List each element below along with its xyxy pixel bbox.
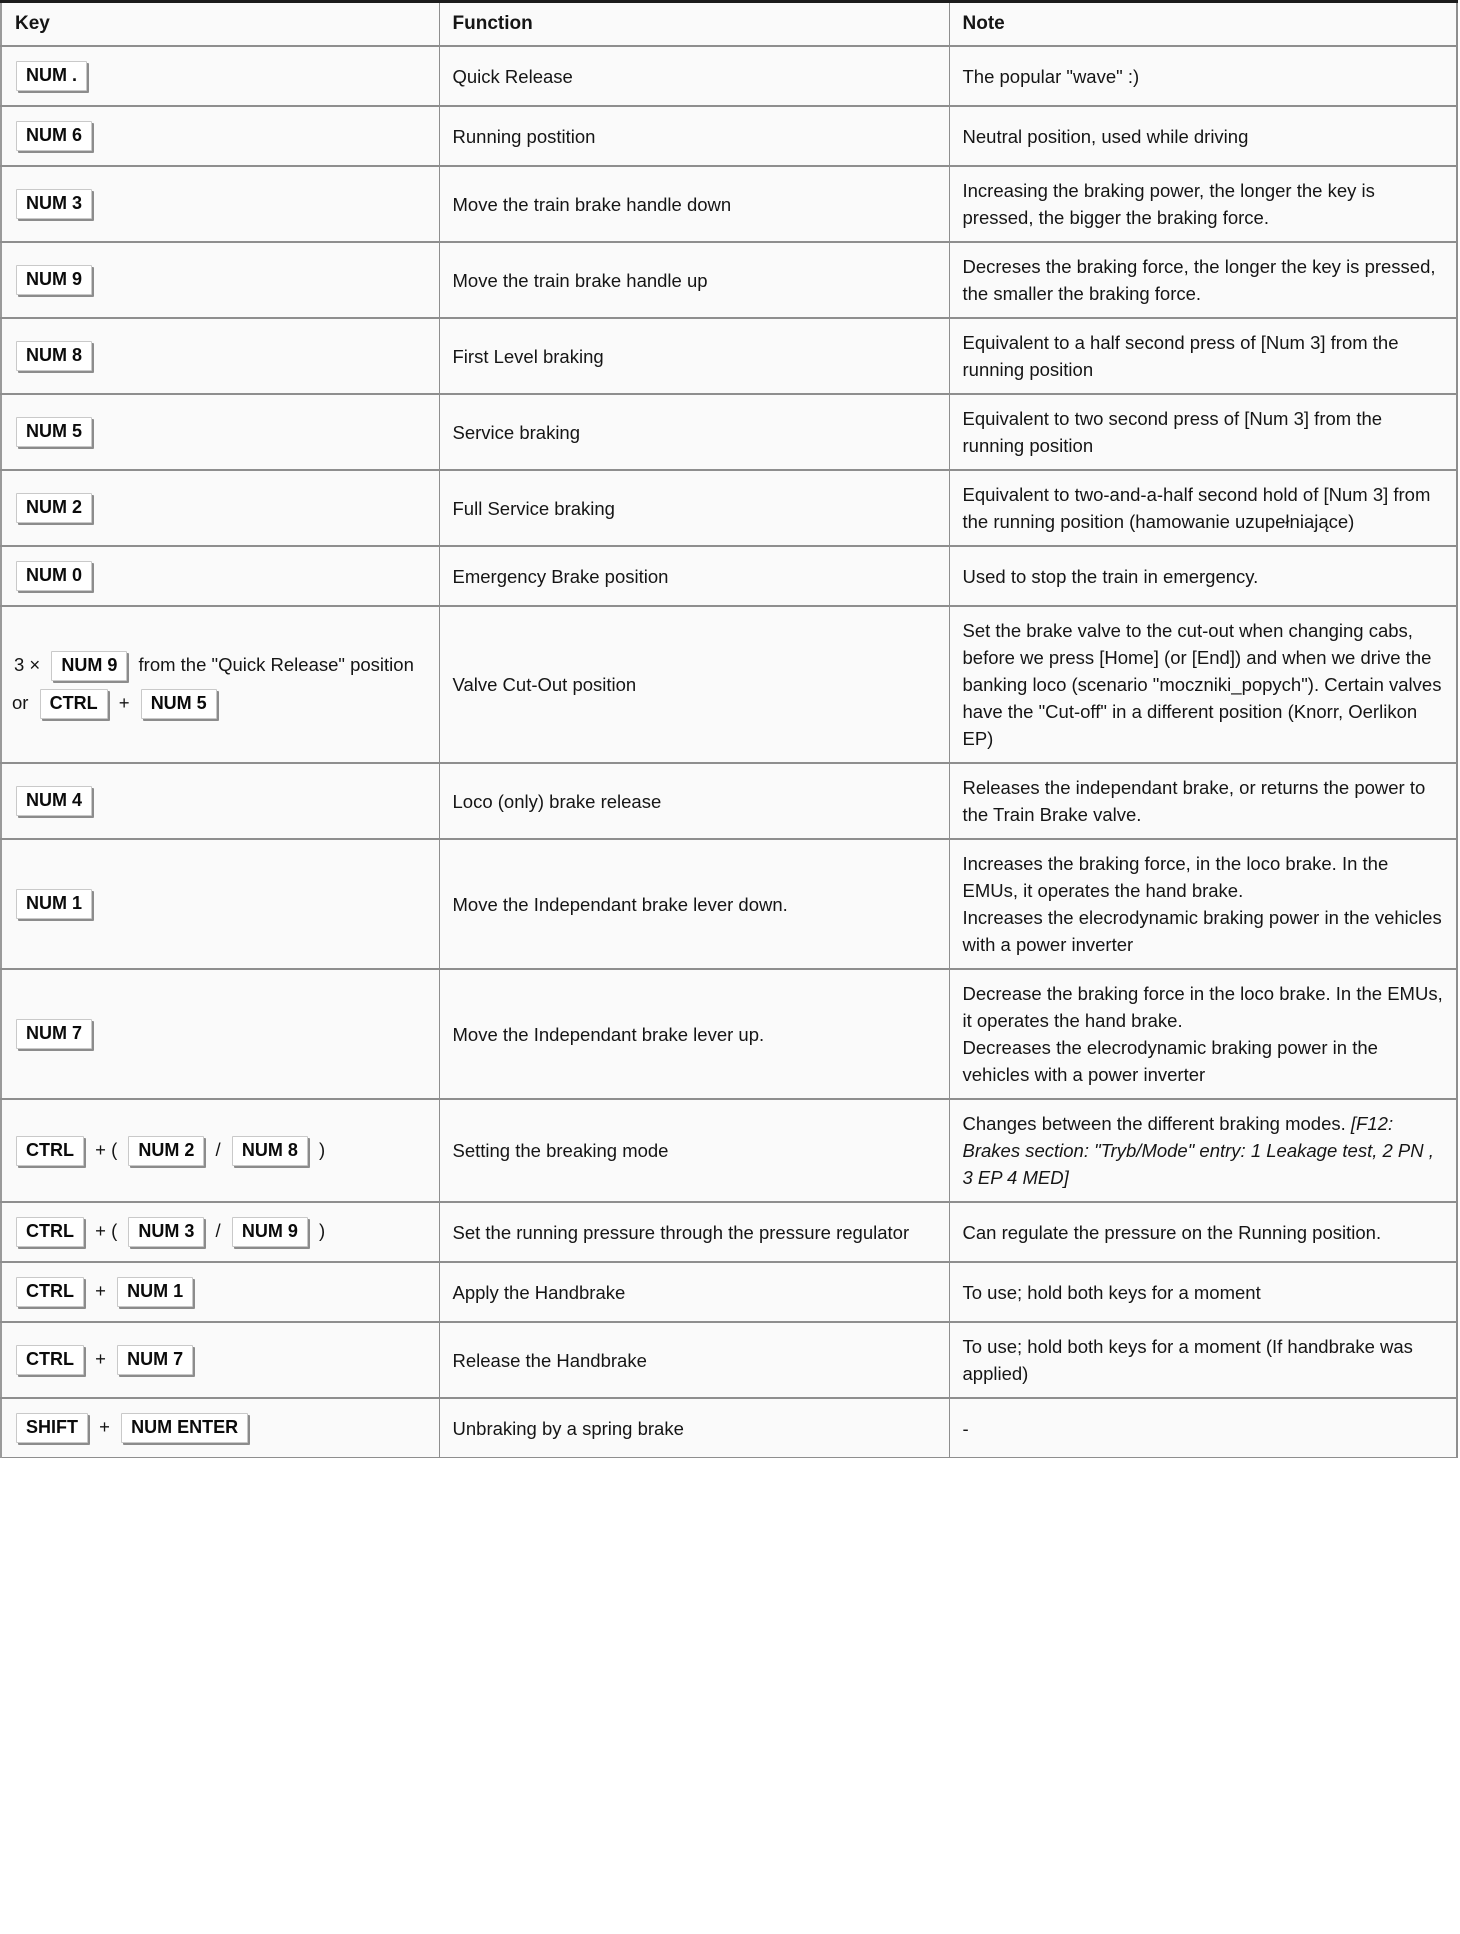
key-badge-num-9: NUM 9 — [16, 265, 92, 295]
key-text: ) — [318, 1220, 326, 1241]
key-badge-num-2: NUM 2 — [128, 1136, 204, 1166]
table-row — [1, 242, 1457, 318]
note-cell — [949, 470, 1457, 546]
note-text: To use; hold both keys for a moment — [962, 1281, 1261, 1303]
key-badge-num-4: NUM 4 — [16, 786, 92, 816]
note-text: Can regulate the pressure on the Running position. — [962, 1221, 1382, 1243]
key-badge-num-7: NUM 7 — [117, 1345, 193, 1375]
note-text: Decreases the elecrodynamic braking power in the vehicles with a power inverter — [962, 1037, 1378, 1085]
header-function: Function — [439, 2, 949, 47]
function-cell: Unbraking by a spring brake — [439, 1398, 949, 1458]
key-badge-num-2: NUM 2 — [16, 493, 92, 523]
note-cell — [949, 763, 1457, 839]
function-cell: Move the train brake handle up — [439, 242, 949, 318]
note-text: To use; hold both keys for a moment (If handbrake was applied) — [962, 1336, 1413, 1384]
key-badge-num-8: NUM 8 — [16, 341, 92, 371]
function-cell: Setting the breaking mode — [439, 1099, 949, 1202]
note-text: The popular "wave" :) — [962, 65, 1140, 87]
note-text: Neutral position, used while driving — [962, 125, 1249, 147]
note-text: Releases the independant brake, or returns the power to the Train Brake valve. — [962, 777, 1426, 825]
note-text: Used to stop the train in emergency. — [962, 565, 1259, 587]
note-cell — [949, 546, 1457, 606]
function-cell: Set the running pressure through the pressure regulator — [439, 1202, 949, 1262]
function-cell: Emergency Brake position — [439, 546, 949, 606]
key-cell — [1, 394, 439, 470]
key-cell — [1, 242, 439, 318]
key-badge-shift: SHIFT — [16, 1413, 88, 1443]
key-badge-num-3: NUM 3 — [16, 189, 92, 219]
function-cell: Release the Handbrake — [439, 1322, 949, 1398]
table-row — [1, 546, 1457, 606]
note-cell — [949, 46, 1457, 106]
key-cell — [1, 1202, 439, 1262]
note-cell — [949, 969, 1457, 1099]
table-row — [1, 1262, 1457, 1322]
table-row — [1, 606, 1457, 763]
note-cell — [949, 1099, 1457, 1202]
key-badge-num-9: NUM 9 — [51, 651, 127, 681]
table-row — [1, 394, 1457, 470]
note-cell — [949, 394, 1457, 470]
key-badge-ctrl: CTRL — [16, 1277, 84, 1307]
note-cell — [949, 606, 1457, 763]
key-cell — [1, 1398, 439, 1458]
function-cell: Apply the Handbrake — [439, 1262, 949, 1322]
function-cell: Valve Cut-Out position — [439, 606, 949, 763]
key-cell — [1, 606, 439, 763]
table-row — [1, 470, 1457, 546]
header-note: Note — [949, 2, 1457, 47]
note-italic-text: [F12: Brakes section: "Tryb/Mode" entry: 1 Leakage test, 2 PN , 3 EP 4 MED] — [962, 1113, 1434, 1188]
note-cell — [949, 1322, 1457, 1398]
key-badge-num-3: NUM 3 — [128, 1217, 204, 1247]
key-cell — [1, 46, 439, 106]
key-badge-num-9: NUM 9 — [232, 1217, 308, 1247]
key-badge-num-enter: NUM ENTER — [121, 1413, 248, 1443]
table-row — [1, 318, 1457, 394]
key-cell — [1, 470, 439, 546]
key-text: + ( — [95, 1220, 118, 1241]
key-badge-num-7: NUM 7 — [16, 1019, 92, 1049]
key-cell — [1, 166, 439, 242]
table-row — [1, 46, 1457, 106]
key-badge-ctrl: CTRL — [16, 1345, 84, 1375]
function-cell: Move the train brake handle down — [439, 166, 949, 242]
note-text: Increasing the braking power, the longer the key is pressed, the bigger the braking force. — [962, 180, 1375, 228]
key-cell — [1, 318, 439, 394]
header-key: Key — [1, 2, 439, 47]
table-row — [1, 969, 1457, 1099]
key-text: / — [215, 1220, 221, 1241]
note-text: Equivalent to two second press of [Num 3] from the running position — [962, 408, 1383, 456]
key-badge-num: NUM . — [16, 61, 87, 91]
header-row — [1, 2, 1457, 47]
table-row — [1, 106, 1457, 166]
function-cell: Loco (only) brake release — [439, 763, 949, 839]
key-text: from the "Quick Release" position or — [12, 653, 414, 713]
key-text: + — [118, 691, 130, 713]
function-cell: Quick Release — [439, 46, 949, 106]
key-cell — [1, 839, 439, 969]
key-text: ) — [318, 1138, 326, 1160]
key-badge-num-5: NUM 5 — [16, 417, 92, 447]
function-cell: Full Service braking — [439, 470, 949, 546]
key-badge-num-5: NUM 5 — [141, 689, 217, 719]
table-row — [1, 166, 1457, 242]
note-text: Increases the braking force, in the loco brake. In the EMUs, it operates the hand brake. — [962, 853, 1389, 901]
key-badge-num-6: NUM 6 — [16, 121, 92, 151]
note-text: Set the brake valve to the cut-out when changing cabs, before we press [Home] (or [End]) and when we drive the banking loco (scenario "moczniki_popych"). Certain valves have the "Cut-off" in a different position (Knorr, Oerlikon EP) — [962, 620, 1442, 749]
key-badge-num-1: NUM 1 — [117, 1277, 193, 1307]
note-text: Changes between the different braking modes. — [962, 1113, 1351, 1134]
key-cell — [1, 969, 439, 1099]
key-text: + — [95, 1348, 106, 1369]
table-row — [1, 839, 1457, 969]
note-text: Decreses the braking force, the longer the key is pressed, the smaller the braking force. — [962, 256, 1436, 304]
key-cell — [1, 546, 439, 606]
function-cell: Running postition — [439, 106, 949, 166]
key-badge-num-0: NUM 0 — [16, 561, 92, 591]
key-cell — [1, 106, 439, 166]
note-cell — [949, 106, 1457, 166]
note-cell — [949, 318, 1457, 394]
key-text: / — [215, 1138, 221, 1160]
note-cell — [949, 1262, 1457, 1322]
table-row — [1, 1099, 1457, 1202]
note-text: Equivalent to a half second press of [Num 3] from the running position — [962, 332, 1399, 380]
key-text: + ( — [95, 1138, 118, 1160]
note-text: - — [962, 1417, 969, 1439]
table-body — [1, 46, 1457, 1458]
note-text: Decrease the braking force in the loco brake. In the EMUs, it operates the hand brake. — [962, 983, 1443, 1031]
note-cell — [949, 839, 1457, 969]
note-cell — [949, 1202, 1457, 1262]
function-cell: Service braking — [439, 394, 949, 470]
note-cell — [949, 1398, 1457, 1458]
key-text: + — [95, 1280, 106, 1301]
table-row — [1, 1202, 1457, 1262]
key-badge-num-1: NUM 1 — [16, 889, 92, 919]
key-text: + — [99, 1416, 110, 1437]
table-row — [1, 1322, 1457, 1398]
key-cell — [1, 1262, 439, 1322]
key-cell — [1, 1322, 439, 1398]
table-row — [1, 763, 1457, 839]
key-text: 3 × — [14, 653, 41, 675]
key-badge-num-8: NUM 8 — [232, 1136, 308, 1166]
key-badge-ctrl: CTRL — [16, 1217, 84, 1247]
key-cell — [1, 763, 439, 839]
note-cell — [949, 166, 1457, 242]
key-badge-ctrl: CTRL — [40, 689, 108, 719]
function-cell: Move the Independant brake lever down. — [439, 839, 949, 969]
note-text: Increases the elecrodynamic braking power in the vehicles with a power inverter — [962, 907, 1442, 955]
function-cell: First Level braking — [439, 318, 949, 394]
function-cell: Move the Independant brake lever up. — [439, 969, 949, 1099]
note-cell — [949, 242, 1457, 318]
table-row — [1, 1398, 1457, 1458]
key-badge-ctrl: CTRL — [16, 1136, 84, 1166]
note-text: Equivalent to two-and-a-half second hold of [Num 3] from the running position (hamowanie uzupełniające) — [962, 484, 1431, 532]
key-cell — [1, 1099, 439, 1202]
